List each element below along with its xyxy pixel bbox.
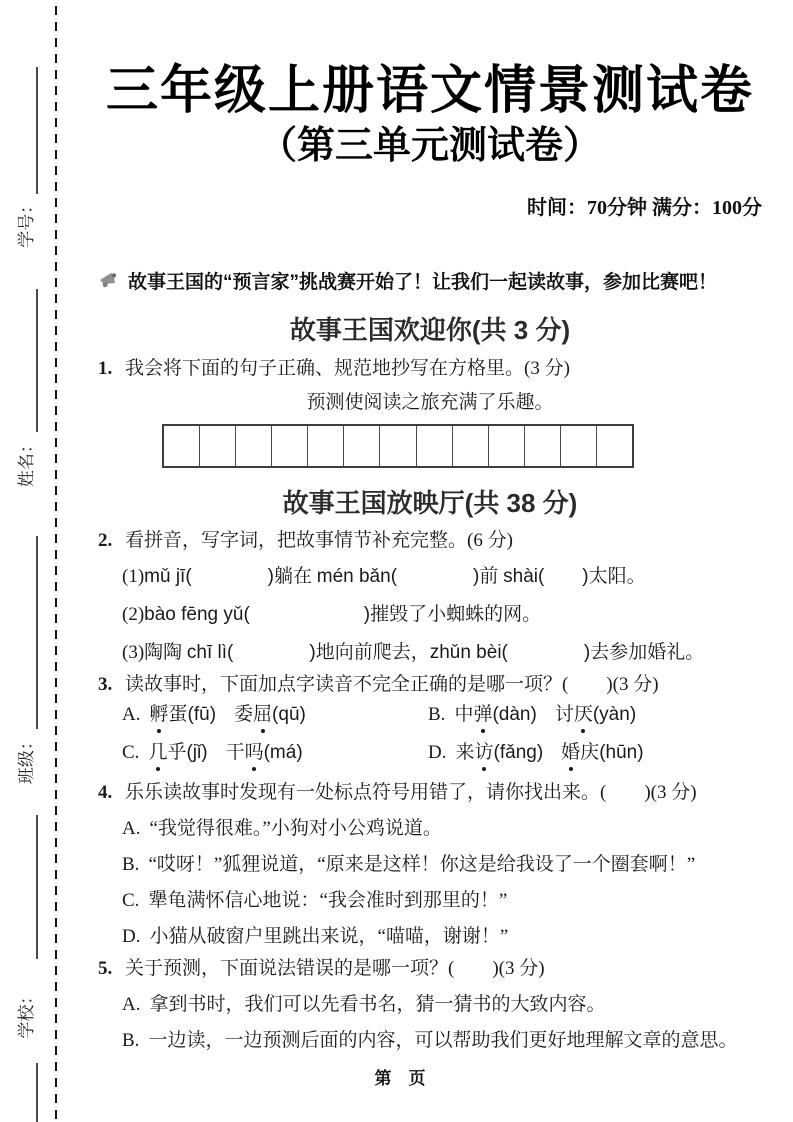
q2-item-segment: (2): [122, 604, 145, 625]
copy-sentence: 预测使阅读之旅充满了乐趣。: [306, 392, 554, 413]
dotted-char: 吗: [244, 742, 264, 763]
q3-option-d: [428, 741, 644, 765]
question-text: 读故事时，下面加点字读音不完全正确的是哪一项？( )(3 分): [125, 674, 659, 695]
option-text: 一边读，一边预测后面的内容，可以帮助我们更好地理解文章的意思。: [148, 1030, 738, 1051]
q2-item-segment: 去参加婚礼。: [590, 642, 705, 663]
q2-item-segment: 太阳。: [588, 566, 646, 587]
grid-cell: [596, 426, 632, 466]
q2-item-segment: (1): [122, 566, 145, 587]
q2-item-segment: 摧毁了小蜘蛛的网。: [370, 604, 542, 625]
dotted-char: 屈: [253, 704, 273, 725]
q2-item-segment: (3)陶陶: [122, 642, 187, 663]
q2-item-segment: 躺在: [273, 566, 317, 587]
student-info-strip: [8, 67, 38, 1122]
copy-grid: [162, 424, 634, 468]
sidebar-field-name: 姓名：: [17, 436, 36, 488]
option-label: C.: [122, 742, 140, 763]
pinyin: (jǐ): [186, 742, 208, 763]
q3-option-b: [428, 703, 636, 727]
option-text: “哎呀！”狐狸说道，“原来是这样！你这是给我设了一个圈套啊！”: [148, 854, 696, 875]
footer-page-label: 第 页: [374, 1069, 426, 1088]
q2-item-1: [98, 565, 762, 589]
option-label: A.: [122, 704, 141, 725]
time-score-line: 时间：70分钟 满分：100分: [527, 197, 762, 219]
question-4: [98, 781, 762, 805]
question-number: 4.: [98, 782, 113, 803]
q4-option-b: [98, 853, 762, 877]
dotted-char: 婚: [561, 742, 581, 763]
q2-item-segment: 前: [479, 566, 504, 587]
grid-cell: [488, 426, 524, 466]
pinyin-blank: zhǔn bèi( ): [429, 642, 591, 663]
option-label: A.: [122, 818, 141, 839]
option-text: 拿到书时，我们可以先看书名，猜一猜书的大致内容。: [149, 994, 606, 1015]
q3-option-c: [122, 741, 428, 765]
q2-item-3: [98, 641, 762, 665]
section2-heading: 故事王国放映厅(共 38 分): [282, 488, 578, 518]
page-subtitle: （第三单元测试卷）: [258, 125, 601, 167]
question-1: [98, 357, 762, 381]
grid-cell: [343, 426, 379, 466]
q5-option-a: [98, 993, 762, 1017]
q3-option-a: [122, 703, 428, 727]
question-number: 5.: [98, 958, 113, 979]
dotted-char: 几: [148, 742, 168, 763]
sidebar-field-class: 班级：: [17, 733, 36, 785]
dotted-char: 访: [474, 742, 494, 763]
paper-content: [98, 0, 762, 1089]
section1-heading: 故事王国欢迎你(共 3 分): [289, 315, 571, 345]
question-text: 关于预测，下面说法错误的是哪一项？( )(3 分): [125, 958, 545, 979]
question-number: 1.: [98, 358, 113, 379]
pinyin: (dàn): [492, 704, 537, 725]
question-text: 看拼音，写字词，把故事情节补充完整。(6 分): [125, 530, 513, 551]
pinyin: (fǎng): [493, 742, 544, 763]
grid-cell: [379, 426, 415, 466]
pinyin-blank: mǔ jī( ): [144, 566, 274, 587]
pinyin-blank: shài( ): [503, 566, 589, 587]
question-text: 乐乐读故事时发现有一处标点符号用错了，请你找出来。( )(3 分): [125, 782, 697, 803]
option-text: 中: [454, 704, 474, 725]
option-label: C.: [122, 890, 140, 911]
option-text: 小猫从破窗户里跳出来说，“喵喵，谢谢！”: [149, 926, 509, 947]
option-label: B.: [122, 1030, 140, 1051]
question-number: 3.: [98, 674, 113, 695]
question-text: 我会将下面的句子正确、规范地抄写在方格里。(3 分): [125, 358, 570, 379]
grid-cell: [452, 426, 488, 466]
q4-option-c: [98, 889, 762, 913]
option-text: 犟龟满怀信心地说：“我会准时到那里的！”: [148, 890, 508, 911]
q3-options-row-2: [98, 741, 762, 765]
pinyin: (hūn): [599, 742, 644, 763]
q4-option-a: [98, 817, 762, 841]
grid-cell: [524, 426, 560, 466]
pinyin-blank: chī lì( ): [186, 642, 316, 663]
option-label: D.: [122, 926, 141, 947]
option-text: 乎: [167, 742, 187, 763]
pinyin: (fū): [187, 704, 217, 725]
blank-line: [30, 536, 38, 729]
megaphone-icon: [98, 270, 120, 295]
question-5: [98, 957, 762, 981]
grid-cell: [560, 426, 596, 466]
question-2: [98, 529, 762, 553]
q3-options-row-1: [98, 703, 762, 727]
pinyin-blank: mén bǎn( ): [316, 566, 480, 587]
pinyin: (má): [263, 742, 303, 763]
blank-line: [30, 289, 38, 432]
blank-line: [30, 67, 38, 194]
page-title: 三年级上册语文情景测试卷: [105, 63, 754, 120]
option-text: “我觉得很难。”小狗对小公鸡说道。: [149, 818, 442, 839]
grid-cell: [271, 426, 307, 466]
grid-cell: [235, 426, 271, 466]
dotted-char: 厌: [573, 704, 593, 725]
option-text: 干: [225, 742, 245, 763]
option-text: 讨: [554, 704, 574, 725]
dotted-char: 弹: [473, 704, 493, 725]
grid-cell: [199, 426, 235, 466]
question-number: 2.: [98, 530, 113, 551]
question-3: [98, 673, 762, 697]
option-text: 蛋: [168, 704, 188, 725]
q4-option-d: [98, 925, 762, 949]
blank-line: [30, 815, 38, 958]
option-text: 委: [234, 704, 254, 725]
sidebar-field-student-number: 学号：: [17, 196, 36, 248]
option-text: 庆: [580, 742, 600, 763]
pinyin: (yàn): [592, 704, 637, 725]
grid-cell: [416, 426, 452, 466]
q5-option-b: [98, 1029, 762, 1053]
q2-item-segment: 地向前爬去，: [315, 642, 430, 663]
option-text: 来: [455, 742, 475, 763]
pinyin: (qū): [272, 704, 306, 725]
intro-row: [98, 270, 762, 295]
margin-divider-line: [55, 6, 57, 1122]
q2-item-2: [98, 603, 762, 627]
option-label: B.: [428, 704, 446, 725]
grid-cell: [307, 426, 343, 466]
option-label: A.: [122, 994, 141, 1015]
pinyin-blank: bào fēng yǔ( ): [144, 604, 371, 625]
blank-line: [30, 1063, 38, 1122]
option-label: B.: [122, 854, 140, 875]
sidebar-field-school: 学校：: [17, 987, 36, 1039]
grid-cell: [164, 426, 199, 466]
option-label: D.: [428, 742, 447, 763]
intro-text: 故事王国的“预言家”挑战赛开始了！让我们一起读故事，参加比赛吧！: [128, 271, 718, 293]
dotted-char: 孵: [149, 704, 169, 725]
